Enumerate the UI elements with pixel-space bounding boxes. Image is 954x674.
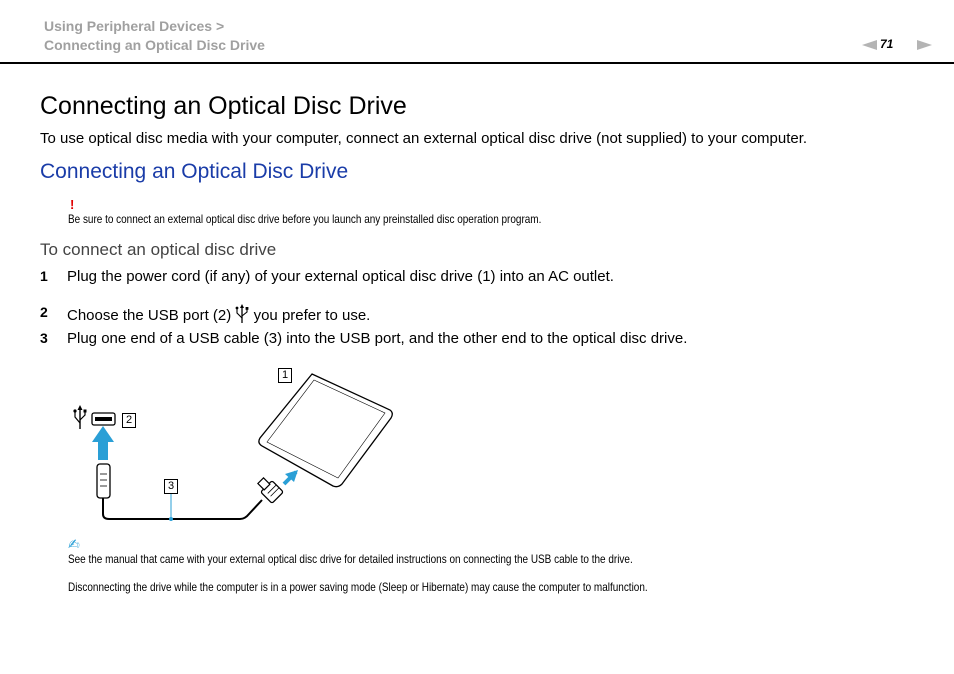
callout-1: 1 (278, 368, 292, 383)
warning-text: Be sure to connect an external optical disc drive before you launch any preinstalled disc operation program. (68, 212, 542, 226)
callout-3: 3 (164, 479, 178, 494)
note-icon: ✍ (68, 536, 80, 552)
step-text-after: you prefer to use. (253, 307, 371, 324)
procedure-heading: To connect an optical disc drive (40, 240, 277, 259)
arrow-to-port (92, 426, 114, 460)
breadcrumb-current: Connecting an Optical Disc Drive (44, 37, 265, 53)
step-text-before: Choose the USB port (2) (67, 307, 232, 324)
intro-text: To use optical disc media with your computer, connect an external optical disc drive (not supplied) to your computer. (40, 130, 808, 147)
callout-2: 2 (122, 413, 136, 428)
note-text: Disconnecting the drive while the computer is in a power saving mode (Sleep or Hibernate) may cause the computer to malfunction. (68, 580, 648, 594)
usb-cable (103, 498, 262, 519)
warning-icon: ! (70, 197, 75, 212)
step-number: 2 (40, 304, 48, 320)
usb-plug-computer (97, 464, 110, 498)
page-title: Connecting an Optical Disc Drive (40, 92, 407, 120)
breadcrumb-parent[interactable]: Using Peripheral Devices > (44, 18, 225, 34)
usb-port (92, 413, 115, 425)
note-text: See the manual that came with your external optical disc drive for detailed instructions on connecting the USB cable to the drive. (68, 552, 633, 566)
step-text: Plug the power cord (if any) of your external optical disc drive (1) into an AC outlet. (67, 268, 614, 285)
optical-drive (259, 374, 392, 487)
usb-trident-icon (73, 405, 86, 429)
step-text: Plug one end of a USB cable (3) into the USB port, and the other end to the optical disc drive. (67, 330, 688, 347)
step-number: 1 (40, 268, 48, 284)
usb-plug-drive (255, 475, 283, 503)
page-number: 71 (880, 37, 894, 51)
step-number: 3 (40, 330, 48, 346)
section-heading: Connecting an Optical Disc Drive (40, 160, 349, 183)
